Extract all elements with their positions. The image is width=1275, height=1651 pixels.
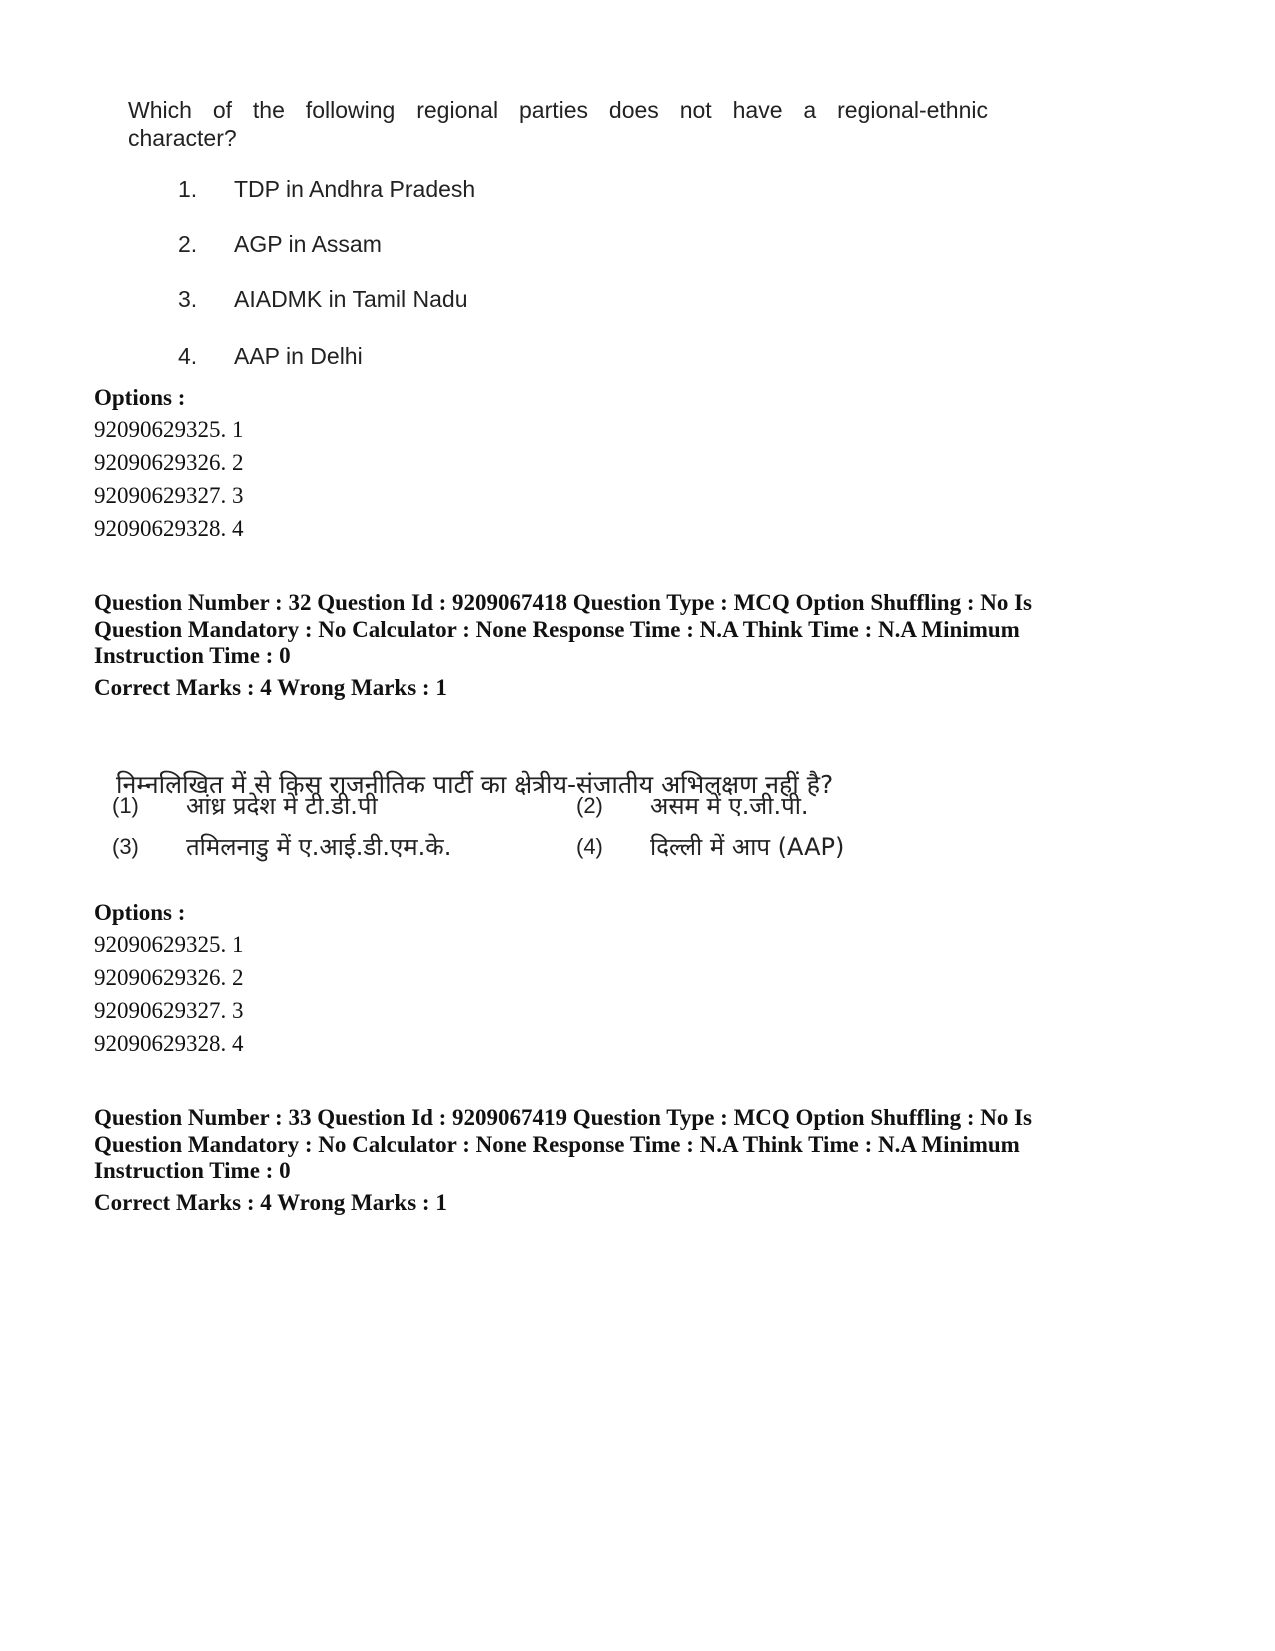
choice-number: 3. (178, 286, 198, 312)
q33-meta-line3: Instruction Time : 0 (94, 1158, 291, 1183)
q32-option-4: 92090629328. 4 (94, 1031, 244, 1056)
q32-hindi-choice-4 (576, 831, 996, 863)
choice-text: दिल्ली में आप (AAP) (650, 833, 845, 861)
q32-marks: Correct Marks : 4 Wrong Marks : 1 (94, 675, 447, 700)
q31-choice-1 (178, 174, 678, 204)
q32-hindi-choice-3 (112, 831, 532, 863)
q32-hindi-choice-1 (112, 790, 532, 822)
q31-question-text-line2: character? (128, 125, 237, 151)
choice-text: तमिलनाडु में ए.आई.डी.एम.के. (186, 833, 452, 861)
choice-number: (3) (112, 834, 139, 859)
choice-text: TDP in Andhra Pradesh (234, 176, 476, 202)
choice-number: 4. (178, 343, 198, 369)
q33-meta-line2: Question Mandatory : No Calculator : None Response Time : N.A Think Time : N.A Minimum (94, 1132, 1020, 1157)
choice-number: (1) (112, 793, 139, 818)
choice-number: 2. (178, 231, 198, 257)
q31-option-4: 92090629328. 4 (94, 516, 244, 541)
choice-number: (2) (576, 793, 603, 818)
choice-text: असम में ए.जी.पी. (650, 792, 809, 820)
q32-option-2: 92090629326. 2 (94, 965, 244, 990)
q33-meta-line1: Question Number : 33 Question Id : 9209067419 Question Type : MCQ Option Shuffling : No Is (94, 1105, 1033, 1130)
choice-number: (4) (576, 834, 603, 859)
choice-text: AIADMK in Tamil Nadu (234, 286, 468, 312)
q32-option-1: 92090629325. 1 (94, 932, 244, 957)
choice-text: AGP in Assam (234, 231, 382, 257)
q31-choice-3 (178, 284, 678, 314)
q31-choice-4 (178, 341, 678, 371)
q32-option-3: 92090629327. 3 (94, 998, 244, 1023)
q31-option-1: 92090629325. 1 (94, 417, 244, 442)
q31-options-label: Options : (94, 385, 186, 410)
choice-text: आंध्र प्रदेश में टी.डी.पी (186, 792, 378, 820)
q32-hindi-question-text: निम्नलिखित में से किस राजनीतिक पार्टी का क्षेत्रीय-संजातीय अभिलक्षण नहीं है? (116, 770, 834, 799)
q32-hindi-choice-2 (576, 790, 996, 822)
choice-text: AAP in Delhi (234, 343, 363, 369)
q31-option-3: 92090629327. 3 (94, 483, 244, 508)
q33-marks: Correct Marks : 4 Wrong Marks : 1 (94, 1190, 447, 1215)
q32-meta-line1: Question Number : 32 Question Id : 9209067418 Question Type : MCQ Option Shuffling : No Is (94, 590, 1033, 615)
q32-meta-line3: Instruction Time : 0 (94, 643, 291, 668)
choice-number: 1. (178, 176, 198, 202)
q31-question-text-line1: Which of the following regional parties does not have a regional-ethnic (128, 97, 988, 123)
q31-option-2: 92090629326. 2 (94, 450, 244, 475)
q31-choice-2 (178, 229, 678, 259)
q32-options-label: Options : (94, 900, 186, 925)
q32-meta-line2: Question Mandatory : No Calculator : None Response Time : N.A Think Time : N.A Minimum (94, 617, 1020, 642)
